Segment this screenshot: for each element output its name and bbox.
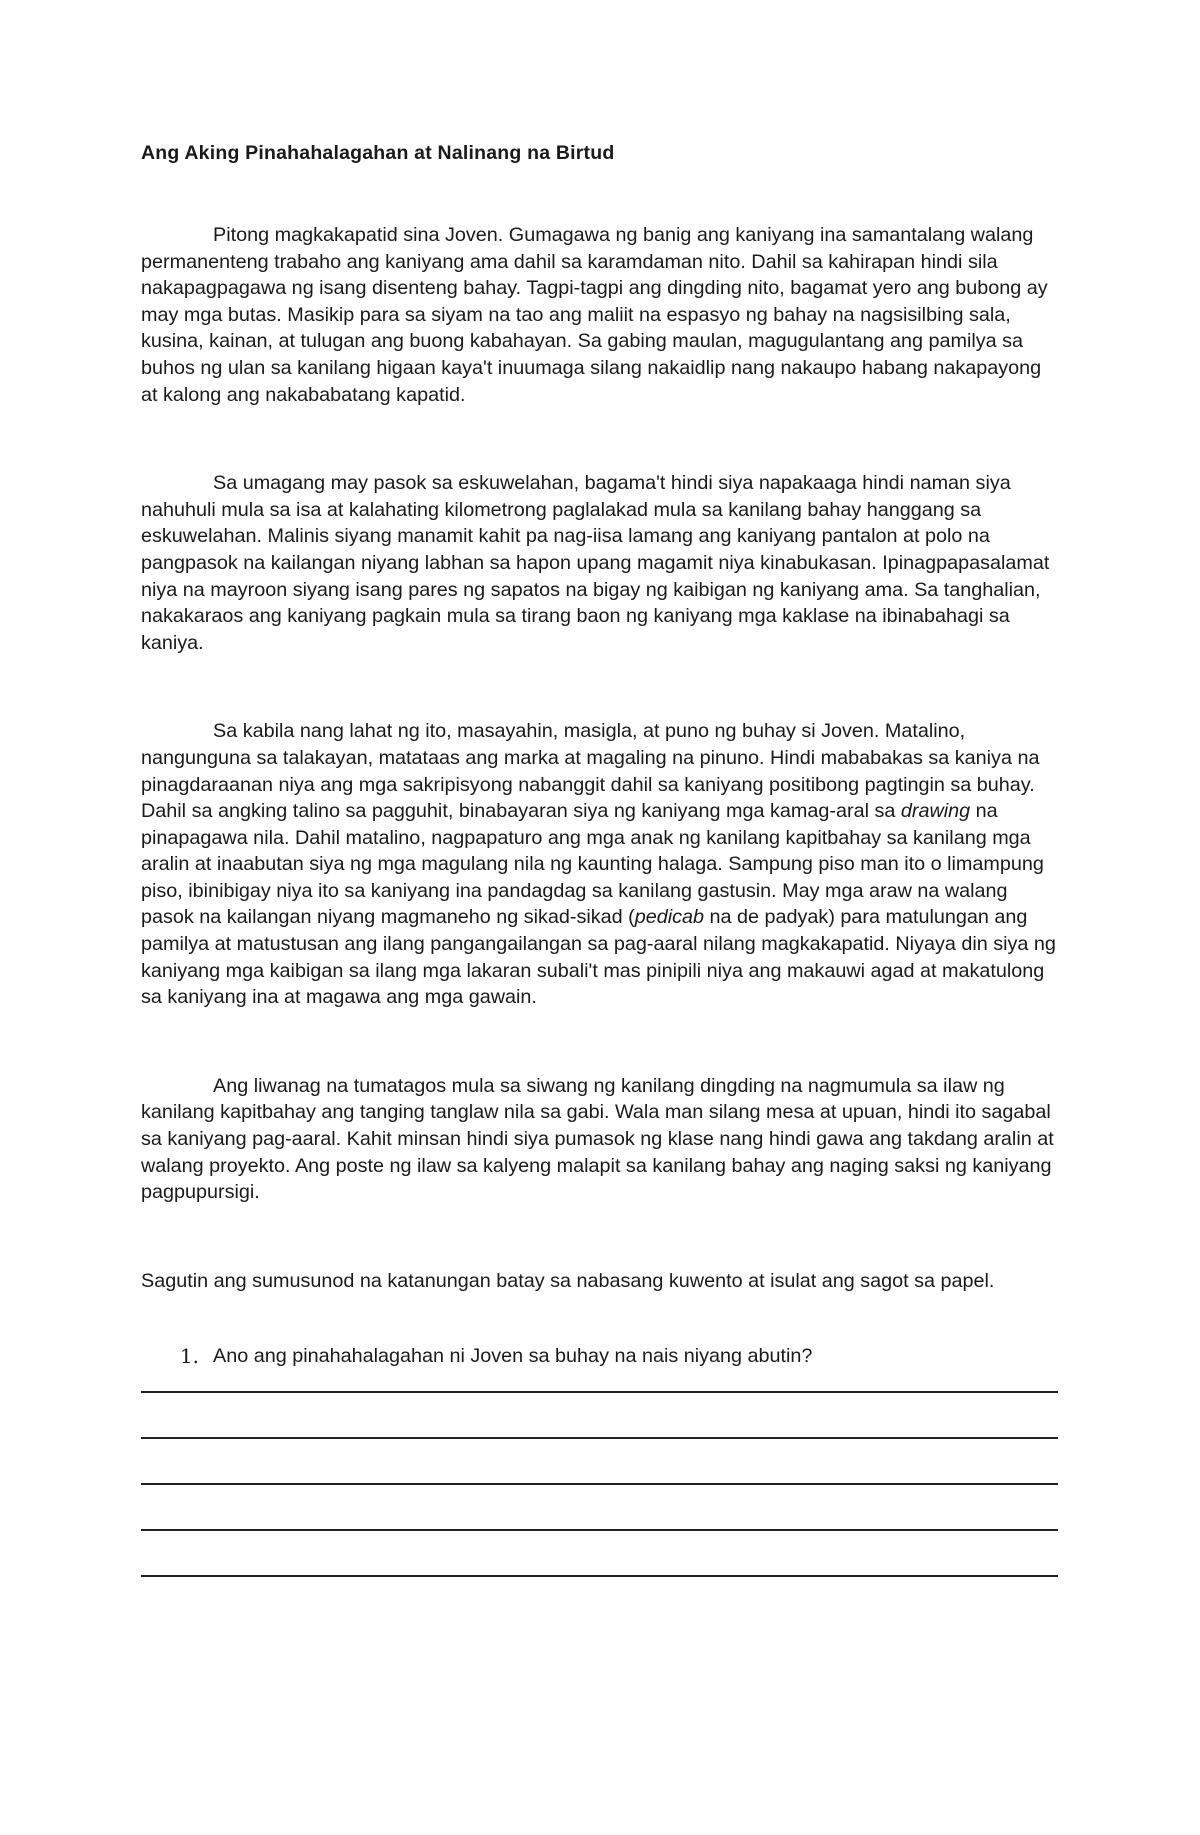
paragraph-3-text-a: Sa kabila nang lahat ng ito, masayahin, masigla, at puno ng buhay si Joven. Matalino, nangunguna sa talakayan, matataas ang marka at magaling na pinuno. Hindi mababakas sa kaniya na pinagdaraanan niya ang mga sakripisyong nabanggit dahil sa kaniyang positibong pagtingin sa buhay. Dahil sa angking talino sa pagguhit, binabayaran siya ng kaniyang mga kamag-aral sa bbox=[141, 720, 1040, 823]
answer-line[interactable] bbox=[141, 1437, 1058, 1439]
question-text: Ano ang pinahahalagahan ni Joven sa buhay na nais niyang abutin? bbox=[213, 1345, 813, 1368]
paragraph-3-italic-drawing: drawing bbox=[900, 800, 971, 823]
answer-line[interactable] bbox=[141, 1529, 1058, 1531]
document-title: Ang Aking Pinahahalagahan at Nalinang na Birtud bbox=[141, 142, 615, 164]
instruction-text: Sagutin ang sumusunod na katanungan batay sa nabasang kuwento at isulat ang sagot sa papel. bbox=[141, 1269, 995, 1292]
answer-lines bbox=[141, 1391, 1061, 1577]
answer-line[interactable] bbox=[141, 1483, 1058, 1485]
question-number: 1. bbox=[179, 1344, 199, 1369]
paragraph-1: Pitong magkakapatid sina Joven. Gumagawa ng banig ang kaniyang ina samantalang walang permanenteng trabaho ang kaniyang ama dahil sa karamdaman nito. Dahil sa kahirapan hindi sila nakapagpagawa ng isang disenteng bahay. Tagpi-tagpi ang dingding nito, bagamat yero ang bubong ay may mga butas. Masikip para sa siyam na tao ang maliit na espasyo ng bahay na nagsisilbing sala, kusina, kainan, at tulugan ang buong kabahayan. Sa gabing maulan, magugulantang ang pamilya sa buhos ng ulan sa kanilang higaan kaya't inuumaga silang nakaidlip nang nakaupo habang nakapayong at kalong ang nakababatang kapatid. bbox=[141, 224, 1048, 406]
paragraph-3-text-c: na de padyak) para matulungan ang pamilya at matustusan ang ilang pangangailangan sa pag-aaral nilang magkakapatid. Niyaya din siya ng kaniyang mga kaibigan sa ilang mga lakaran subali't mas pinipili niya ang makauwi agad at makatulong sa kaniyang ina at magawa ang mga gawain. bbox=[141, 906, 1056, 1009]
answer-line[interactable] bbox=[141, 1575, 1058, 1577]
question-1 bbox=[141, 1343, 1061, 1370]
paragraph-4: Ang liwanag na tumatagos mula sa siwang ng kanilang dingding na nagmumula sa ilaw ng kanilang kapitbahay ang tanging tanglaw nila sa gabi. Wala man silang mesa at upuan, hindi ito sagabal sa kaniyang pag-aaral. Kahit minsan hindi siya pumasok ng klase nang hindi gawa ang takdang aralin at walang proyekto. Ang poste ng ilaw sa kalyeng malapit sa kanilang bahay ang naging saksi ng kaniyang pagpupursigi. bbox=[141, 1074, 1054, 1204]
paragraph-3 bbox=[141, 718, 1061, 1011]
answer-line[interactable] bbox=[141, 1391, 1058, 1393]
paragraph-3-italic-pedicab: pedicab bbox=[634, 906, 705, 929]
paragraph-3-text-b: na pinapagawa nila. Dahil matalino, nagpapaturo ang mga anak ng kanilang kapitbahay sa kanilang mga aralin at inaabutan siya ng mga magulang nila ng kaunting halaga. Sampung piso man ito o limampung piso, ibinibigay niya ito sa kaniyang ina pandagdag sa kanilang gastusin. May mga araw na walang pasok na kailangan niyang magmaneho ng sikad-sikad ( bbox=[141, 800, 1044, 929]
document-page bbox=[141, 140, 1061, 1621]
paragraph-2: Sa umagang may pasok sa eskuwelahan, bagama't hindi siya napakaaga hindi naman siya nahuhuli mula sa isa at kalahating kilometrong paglalakad mula sa kanilang bahay hanggang sa eskuwelahan. Malinis siyang manamit kahit pa nag-iisa lamang ang kaniyang pantalon at polo na pangpasok na kailangan niyang labhan sa hapon upang magamit niya kinabukasan. Ipinagpapasalamat niya na mayroon siyang isang pares ng sapatos na bigay ng kaibigan ng kaniyang ama. Sa tanghalian, nakakaraos ang kaniyang pagkain mula sa tirang baon ng kaniyang mga kaklase na ibinabahagi sa kaniya. bbox=[141, 472, 1050, 654]
